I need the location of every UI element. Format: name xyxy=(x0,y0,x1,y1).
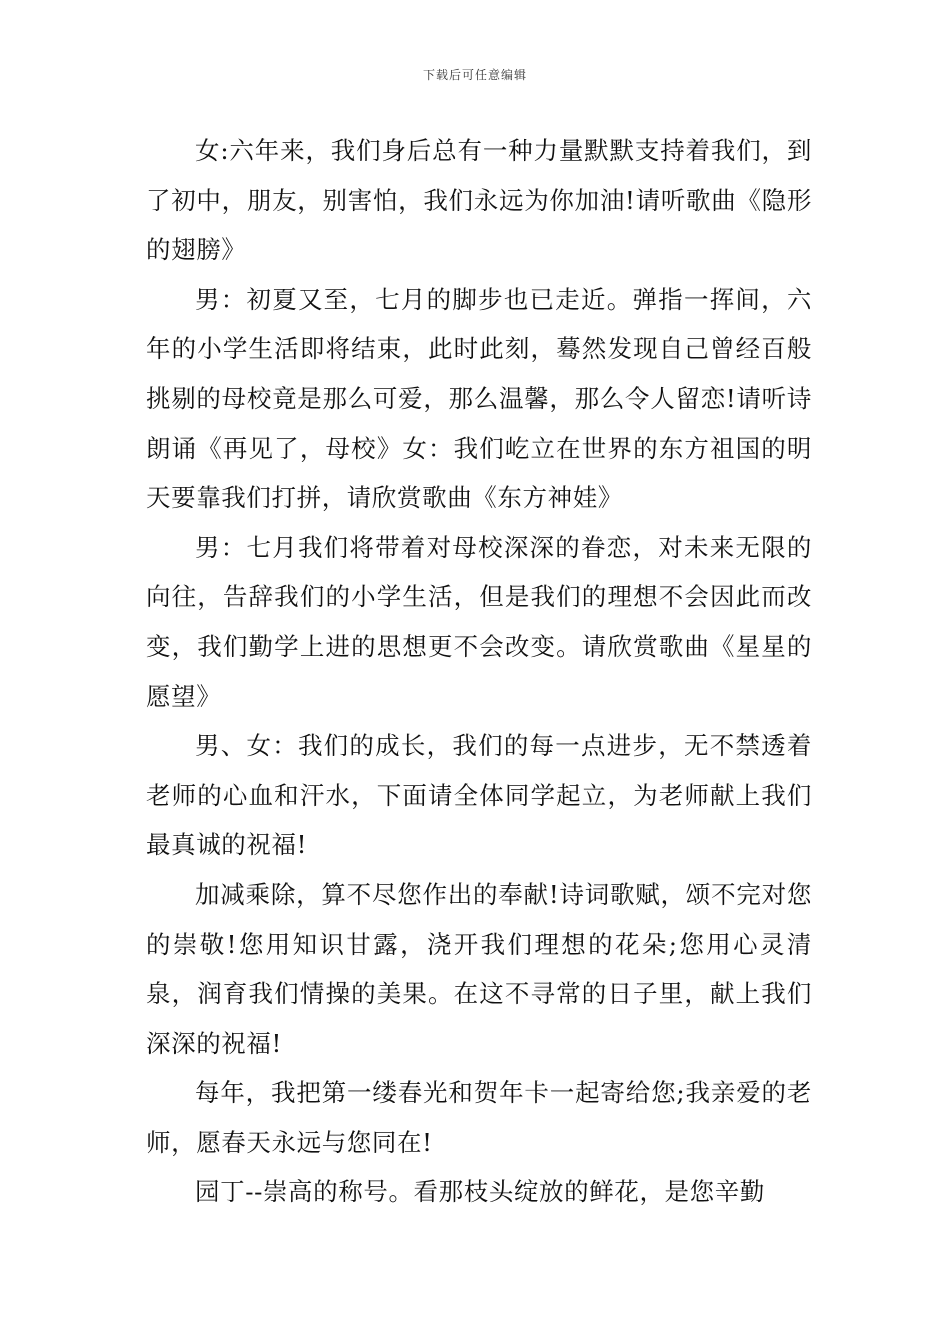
paragraph: 女:六年来，我们身后总有一种力量默默支持着我们，到了初中，朋友，别害怕，我们永远为你加油!请听歌曲《隐形的翅膀》 xyxy=(146,136,812,265)
paragraph: 园丁--崇高的称号。看那枝头绽放的鲜花，是您辛勤 xyxy=(195,1177,765,1207)
document-body xyxy=(146,126,812,1217)
paragraph: 加减乘除，算不尽您作出的奉献!诗词歌赋，颂不完对您的崇敬!您用知识甘露，浇开我们理想的花朵;您用心灵清泉，润育我们情操的美果。在这不寻常的日子里，献上我们深深的祝福! xyxy=(146,879,812,1058)
page-header: 下载后可任意编辑 xyxy=(422,68,527,82)
paragraph: 男、女：我们的成长，我们的每一点进步，无不禁透着老师的心血和汗水，下面请全体同学起立，为老师献上我们最真诚的祝福! xyxy=(146,731,812,860)
paragraph: 每年，我把第一缕春光和贺年卡一起寄给您;我亲爱的老师，愿春天永远与您同在! xyxy=(146,1078,812,1157)
paragraph: 男：七月我们将带着对母校深深的眷恋，对未来无限的向往，告辞我们的小学生活，但是我们的理想不会因此而改变，我们勤学上进的思想更不会改变。请欣赏歌曲《星星的愿望》 xyxy=(146,532,812,711)
paragraph: 男：初夏又至，七月的脚步也已走近。弹指一挥间，六年的小学生活即将结束，此时此刻，蓦然发现自己曾经百般挑剔的母校竟是那么可爱，那么温馨，那么令人留恋!请听诗朗诵《再见了，母校》女：我们屹立在世界的东方祖国的明天要靠我们打拼，请欣赏歌曲《东方神娃》 xyxy=(146,284,812,513)
